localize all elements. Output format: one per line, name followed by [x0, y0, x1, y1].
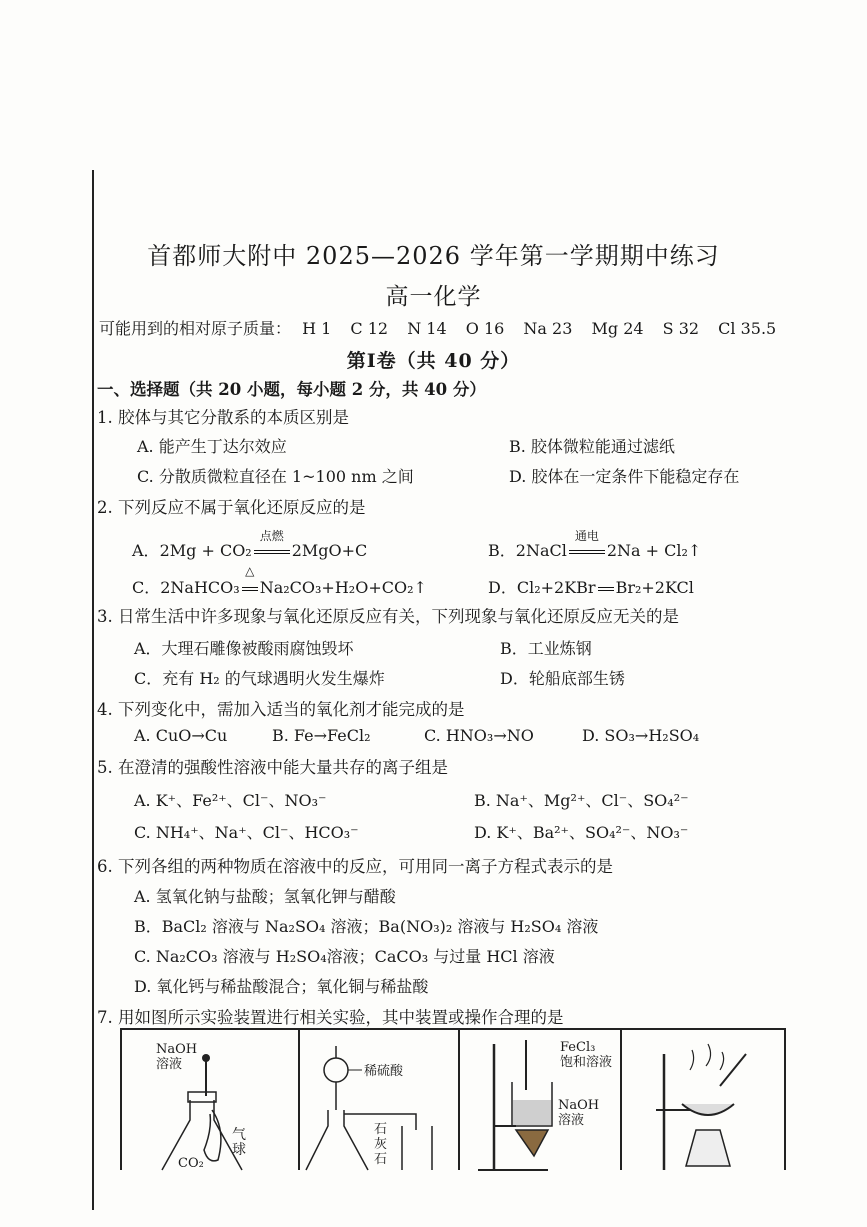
balloon-label: 气 球 — [232, 1127, 246, 1158]
option-label: B． — [488, 541, 516, 560]
products: 2MgO+C — [291, 541, 368, 560]
naoh-solution-label: NaOH 溶液 — [156, 1042, 198, 1072]
products: 2Na + Cl₂↑ — [606, 541, 702, 560]
question-1-option-b: B. 胶体微粒能通过滤纸 — [509, 437, 675, 456]
reaction-arrow — [240, 564, 260, 597]
apparatus-c — [458, 1030, 622, 1170]
question-5-option-b: B. Na⁺、Mg²⁺、Cl⁻、SO₄²⁻ — [474, 791, 689, 810]
section-title: 一、选择题（共 20 小题，每小题 2 分，共 40 分） — [97, 380, 486, 399]
question-4-stem: 4. 下列变化中，需加入适当的氧化剂才能完成的是 — [97, 700, 465, 719]
co2-label: CO₂ — [178, 1156, 204, 1171]
apparatus-b — [298, 1030, 460, 1170]
reaction-condition: 点燃 — [259, 529, 284, 543]
question-3-option-d: D．轮船底部生锈 — [500, 669, 625, 688]
question-2-option-c — [132, 564, 427, 598]
question-4-option-a: A. CuO→Cu — [134, 726, 228, 745]
evaporating-dish-drawing — [620, 1030, 782, 1170]
products: Na₂CO₃+H₂O+CO₂↑ — [259, 578, 427, 597]
atomic-masses — [99, 316, 776, 339]
atomic-mass-na: Na 23 — [523, 319, 573, 338]
flask-with-funnel-drawing — [298, 1030, 458, 1170]
atomic-mass-s: S 32 — [662, 319, 700, 338]
reactants: 2Mg + CO₂ — [159, 541, 252, 560]
question-3-option-a: A．大理石雕像被酸雨腐蚀毁坏 — [134, 639, 354, 658]
atomic-mass-c: C 12 — [350, 319, 389, 338]
option-label: D． — [488, 578, 517, 597]
question-6-option-c: C. Na₂CO₃ 溶液与 H₂SO₄溶液；CaCO₃ 与过量 HCl 溶液 — [134, 947, 555, 966]
question-2-option-a — [132, 529, 368, 561]
question-3-option-c: C．充有 H₂ 的气球遇明火发生爆炸 — [134, 669, 385, 688]
reaction-arrow — [567, 529, 607, 560]
question-4-option-d: D. SO₃→H₂SO₄ — [582, 726, 700, 745]
products: Br₂+2KCl — [615, 578, 694, 597]
question-5-stem: 5. 在澄清的强酸性溶液中能大量共存的离子组是 — [97, 758, 448, 777]
fecl3-label: FeCl₃ 饱和溶液 — [560, 1040, 613, 1070]
exam-title: 首都师大附中 2025—2026 学年第一学期期中练习 — [147, 242, 720, 270]
limestone-label: 石 灰 石 — [374, 1122, 388, 1167]
atomic-mass-mg: Mg 24 — [591, 319, 644, 338]
option-label: C． — [132, 578, 161, 597]
question-1-stem: 1. 胶体与其它分散系的本质区别是 — [97, 408, 349, 427]
reactants: 2NaHCO₃ — [160, 578, 240, 597]
question-1-option-d: D. 胶体在一定条件下能稳定存在 — [509, 467, 740, 486]
question-7-stem: 7. 用如图所示实验装置进行相关实验，其中装置或操作合理的是 — [97, 1008, 564, 1027]
reaction-condition: △ — [245, 564, 255, 578]
question-6-option-d: D. 氧化钙与稀盐酸混合；氧化铜与稀盐酸 — [134, 977, 429, 996]
atomic-mass-cl: Cl 35.5 — [718, 319, 777, 338]
atomic-masses-label: 可能用到的相对原子质量： — [99, 319, 292, 338]
question-5-option-c: C. NH₄⁺、Na⁺、Cl⁻、HCO₃⁻ — [134, 823, 359, 842]
reaction-condition: 通电 — [574, 529, 599, 543]
question-6-option-b: B．BaCl₂ 溶液与 Na₂SO₄ 溶液；Ba(NO₃)₂ 溶液与 H₂SO₄ 溶液 — [134, 917, 599, 936]
apparatus-a — [122, 1030, 300, 1170]
option-label: A． — [132, 541, 160, 560]
subject-title: 高一化学 — [385, 284, 482, 310]
question-6-stem: 6. 下列各组的两种物质在溶液中的反应，可用同一离子方程式表示的是 — [97, 857, 613, 876]
reactants: 2NaCl — [515, 541, 567, 560]
question-6-option-a: A. 氢氧化钠与盐酸；氢氧化钾与醋酸 — [134, 887, 396, 906]
question-3-stem: 3. 日常生活中许多现象与氧化还原反应有关，下列现象与氧化还原反应无关的是 — [97, 607, 679, 626]
question-5-option-d: D. K⁺、Ba²⁺、SO₄²⁻、NO₃⁻ — [474, 823, 689, 842]
question-1-option-a: A. 能产生丁达尔效应 — [137, 437, 287, 456]
atomic-mass-h: H 1 — [302, 319, 332, 338]
atomic-mass-o: O 16 — [465, 319, 505, 338]
apparatus-d — [620, 1030, 782, 1170]
question-5-option-a: A. K⁺、Fe²⁺、Cl⁻、NO₃⁻ — [134, 791, 327, 810]
part-title: 第Ⅰ卷（共 40 分） — [346, 350, 521, 372]
flask-with-balloon-drawing — [122, 1030, 298, 1170]
question-4-option-b: B. Fe→FeCl₂ — [272, 726, 371, 745]
question-2-stem: 2. 下列反应不属于氧化还原反应的是 — [97, 498, 366, 517]
binding-line — [92, 170, 94, 1210]
question-4-option-c: C. HNO₃→NO — [424, 726, 534, 745]
naoh-solution-label-2: NaOH 溶液 — [558, 1098, 600, 1128]
question-2-option-d — [488, 575, 694, 598]
question-2-option-b — [488, 529, 702, 561]
question-1-option-c: C. 分散质微粒直径在 1~100 nm 之间 — [137, 467, 414, 486]
beaker-with-dropper-drawing — [458, 1030, 620, 1170]
question-3-option-b: B．工业炼钢 — [500, 639, 592, 658]
apparatus-figure — [120, 1028, 786, 1170]
atomic-mass-n: N 14 — [407, 319, 447, 338]
reaction-arrow — [252, 529, 292, 560]
dilute-h2so4-label: 稀硫酸 — [364, 1064, 404, 1079]
reaction-arrow — [596, 578, 616, 597]
reactants: Cl₂+2KBr — [516, 578, 596, 597]
